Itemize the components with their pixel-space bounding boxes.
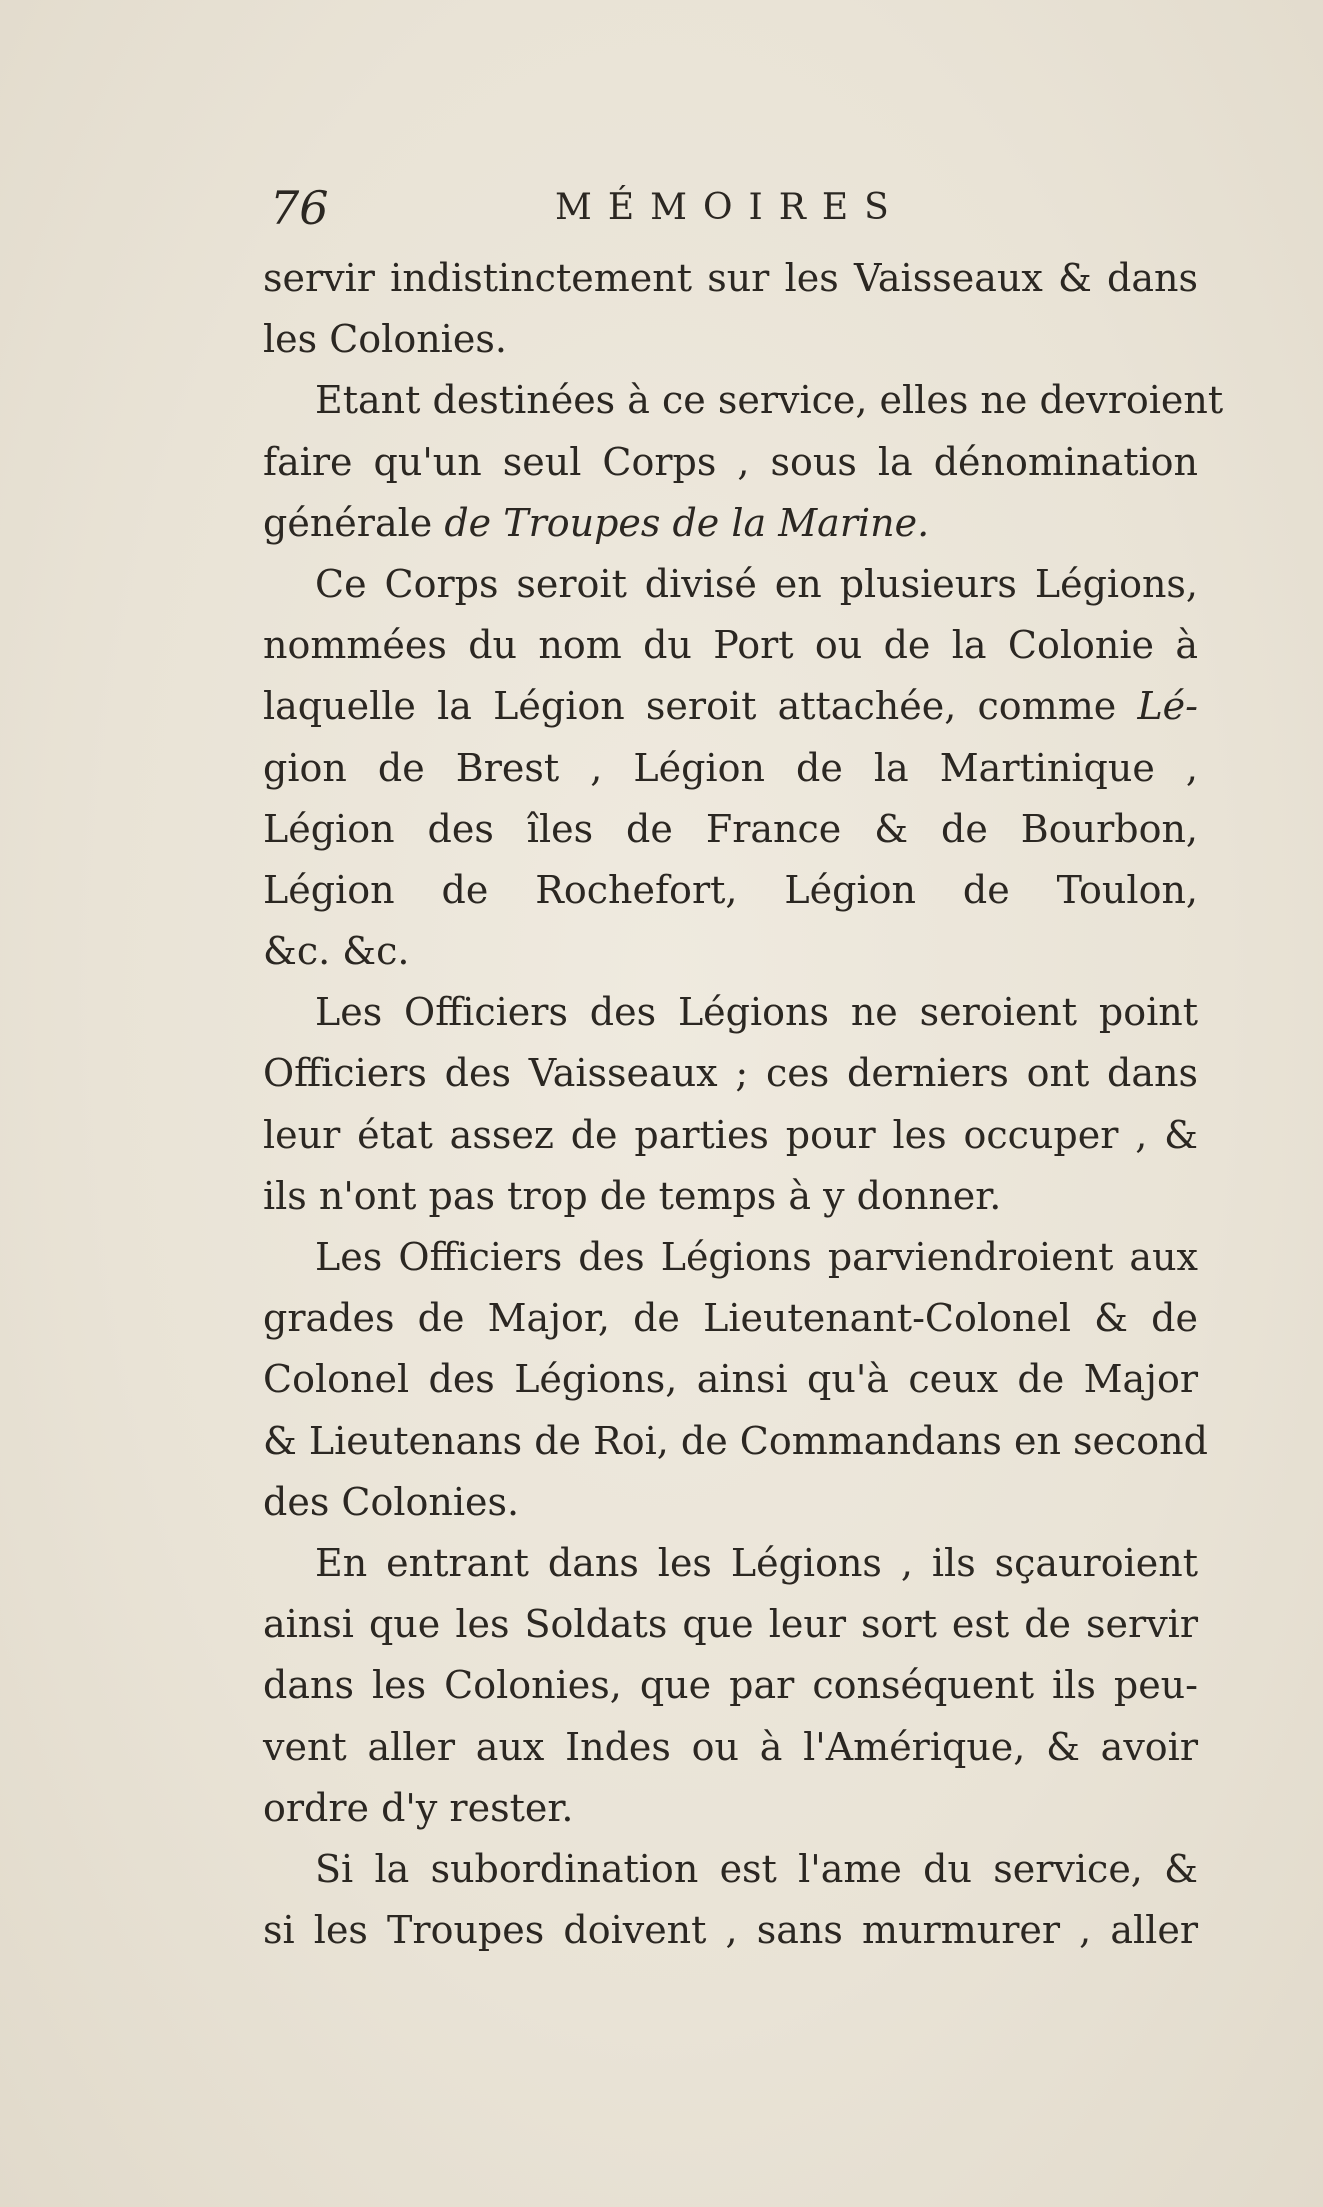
text-line: ordre d'y rester.	[263, 1785, 574, 1830]
text-line: Légion de Rochefort, Légion de Toulon,	[263, 867, 1198, 912]
text-line: nommées du nom du Port ou de la Colonie à	[263, 623, 1198, 668]
text-line: &c. &c.	[263, 929, 410, 974]
body-text	[263, 248, 1224, 1961]
text-line: Colonel des Légions, ainsi qu'à ceux de Major	[263, 1357, 1198, 1402]
italic-text: de Troupes de la Marine.	[444, 500, 930, 545]
text-line	[263, 676, 1198, 737]
text-line: vent aller aux Indes ou à l'Amérique, & avoir	[263, 1724, 1198, 1769]
text-line: ainsi que les Soldats que leur sort est de servir	[263, 1602, 1198, 1647]
text-line: Ce Corps seroit divisé en plusieurs Légions,	[315, 561, 1198, 606]
text-line: servir indistinctement sur les Vaisseaux & dans	[263, 256, 1198, 300]
text-line: dans les Colonies, que par conséquent ils peu-	[263, 1663, 1198, 1708]
text-line: si les Troupes doivent , sans murmurer , aller	[263, 1908, 1198, 1953]
text-line: Si la subordination est l'ame du service, &	[315, 1846, 1198, 1891]
page-header	[270, 178, 1170, 238]
text-run: générale	[263, 500, 445, 545]
text-line	[263, 493, 1198, 554]
running-head: MÉMOIRES	[555, 187, 905, 228]
text-line: leur état assez de parties pour les occuper , &	[263, 1112, 1198, 1157]
italic-text: Lé-	[1137, 684, 1198, 729]
text-line: Etant destinées à ce service, elles ne devroient	[315, 378, 1224, 423]
text-line: Officiers des Vaisseaux ; ces derniers ont dans	[263, 1051, 1198, 1096]
text-line: Les Officiers des Légions parviendroient aux	[315, 1235, 1198, 1279]
text-line: grades de Major, de Lieutenant-Colonel & de	[263, 1296, 1198, 1341]
page-number: 76	[270, 181, 329, 235]
text-run: laquelle la Légion seroit attachée, comme	[263, 684, 1138, 729]
text-line: ils n'ont pas trop de temps à y donner.	[263, 1173, 1002, 1218]
text-line: En entrant dans les Légions , ils sçauroient	[315, 1540, 1198, 1585]
text-line: des Colonies.	[263, 1479, 520, 1524]
text-line: les Colonies.	[263, 317, 507, 362]
text-line: & Lieutenans de Roi, de Commandans en second	[263, 1418, 1208, 1463]
text-line: faire qu'un seul Corps , sous la dénomination	[263, 439, 1198, 484]
text-line: Légion des îles de France & de Bourbon,	[263, 806, 1198, 851]
text-line: Les Officiers des Légions ne seroient point	[315, 990, 1198, 1035]
text-line: gion de Brest , Légion de la Martinique ,	[263, 745, 1198, 790]
